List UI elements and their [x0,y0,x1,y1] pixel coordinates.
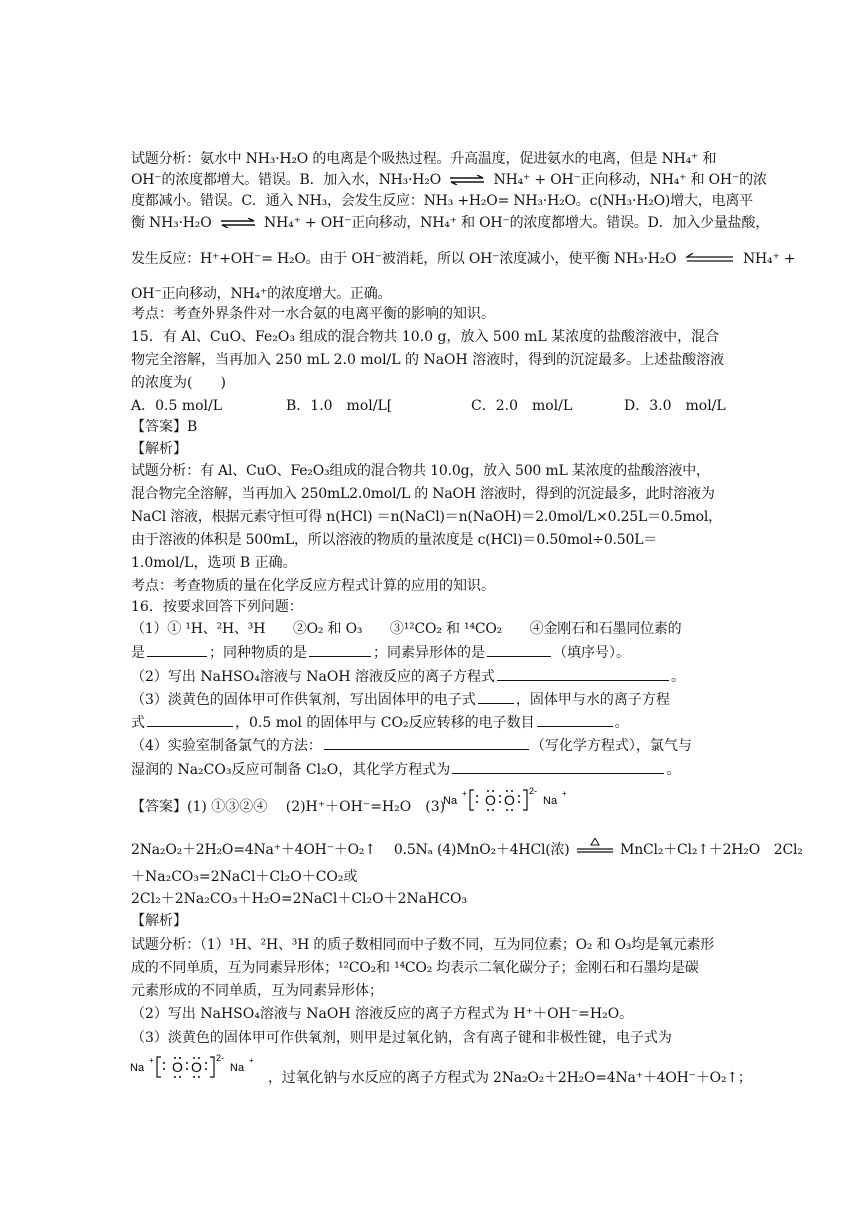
q16-part-3a-text: （3）淡黄色的固体甲可作供氧剂，写出固体甲的电子式 [131,692,476,708]
q16-part-3b [131,712,731,732]
q16-jiexi: 【解析】 [131,913,187,929]
q15-answer: 【答案】B [131,419,198,435]
q16-answer-text: MnCl₂＋Cl₂↑＋2H₂O 2Cl₂ [620,842,803,858]
q16-part-4a [131,735,731,755]
q15-jiexi: 【解析】 [131,441,187,457]
q16-part-4b-text: （写化学方程式），氯气与 [530,738,692,754]
q16-exp-4: （2）写出 NaHSO₄溶液与 NaOH 溶液反应的离子方程式为 H⁺＋OH⁻=H₂O。 [131,1006,634,1022]
equilibrium-arrow-icon [220,218,256,228]
q15-exp-5: 1.0mol/L，选项 B 正确。 [131,555,297,571]
blank-field[interactable] [478,689,514,704]
q14-line-6: OH⁻正向移动，NH₄⁺的浓度增大。正确。 [131,286,392,302]
q16-exp-6: ，过氧化钠与水反应的离子方程式为 2Na₂O₂＋2H₂O=4Na⁺＋4OH⁻＋O₂↑； [268,1070,752,1086]
q15-exp-2: 混合物完全溶解，当再加入 250mL2.0mol/L 的 NaOH 溶液时，得到的沉淀最多，此时溶液为 [131,486,715,502]
q16-part-2-end: 。 [671,669,686,685]
q16-answer-text: (1) ①③②④ (2)H⁺＋OH⁻=H₂O (3) [187,799,446,815]
q16-part-1b-text: ；同素异形体的是 [373,645,485,661]
q14-line-5-b: NH₄⁺ + [742,251,796,267]
q15-exp-6: 考点：考查物质的量在化学反应方程式计算的应用的知识。 [131,578,495,594]
q16-answer-line-1 [131,798,731,816]
electron-formula-na: Na [130,1062,145,1074]
blank-field[interactable] [324,735,529,750]
blank-field[interactable] [147,712,233,727]
q16-part-2-text: （2）写出 NaHSO₄溶液与 NaOH 溶液反应的离子方程式 [131,669,496,685]
electron-formula-o: O [172,1059,183,1075]
q14-line-7: 考点：考查外界条件对一水合氨的电离平衡的影响的知识。 [131,306,495,322]
q14-line-4 [131,214,770,232]
q14-line-4-b: NH₄⁺ + OH⁻正向移动，NH₄⁺ 和 OH⁻的浓度都增大。错误。D．加入少量盐酸， [264,215,770,231]
q16-exp-3: 元素形成的不同单质，互为同素异形体； [131,983,383,999]
q15-exp-4: 由于溶液的体积是 500mL，所以溶液的物质的量浓度是 c(HCl)＝0.50mol÷0.50L＝ [131,532,658,548]
electron-formula-plus: + [562,789,567,798]
q16-part-2 [131,666,731,686]
blank-field[interactable] [147,642,207,657]
q16-part-3b-text: ，固体甲与水的离子方程 [515,692,670,708]
q14-line-5-a: 发生反应：H⁺+OH⁻= H₂O。由于 OH⁻被消耗，所以 OH⁻浓度减小，使平衡 NH₃·H₂O [131,251,677,267]
q16-part-4d-text: 。 [666,762,681,778]
electron-formula-o: O [191,1059,202,1075]
q15-line-3: 的浓度为( ) [131,375,226,391]
electron-formula-plus: + [462,789,467,798]
q16-part-1a: （1）① ¹H、²H、³H ②O₂ 和 O₃ ③¹²CO₂ 和 ¹⁴CO₂ ④金刚石和石墨同位素的 [131,621,682,637]
q16-answer-text: 2Na₂O₂＋2H₂O=4Na⁺＋4OH⁻＋O₂↑ 0.5Nₐ (4)MnO₂＋4HCl(浓) [131,842,570,858]
electron-formula-charge: 2- [216,1053,225,1063]
electron-formula-plus: + [149,1056,154,1065]
q16-part-1b-text: ；同种物质的是 [209,645,307,661]
equilibrium-arrow-icon [449,175,485,185]
q16-exp-5: （3）淡黄色的固体甲可作供氧剂，则甲是过氧化钠，含有离子键和非极性键，电子式为 [131,1030,672,1046]
q14-line-3: 度都减小。错误。C．通入 NH₃，会发生反应：NH₃ +H₂O= NH₃·H₂O。c(NH₃·H₂O)增大，电离平 [131,193,753,209]
electron-formula-o: O [485,792,496,808]
q15-choice-b: B．1.0 mol/L[ [286,398,393,414]
q16-exp-1: 试题分析：（1）¹H、²H、³H 的质子数相同而中子数不同，互为同位素；O₂ 和 O₃均是氧元素形 [131,937,715,953]
q16-part-4a-text: （4）实验室制备氯气的方法： [131,738,322,754]
q15-choice-d: D．3.0 mol/L [624,398,726,414]
q14-line-2 [131,171,767,189]
q15-choice-c: C．2.0 mol/L [471,398,573,414]
q16-answer-label: 【答案】 [131,799,187,815]
blank-field[interactable] [452,759,664,774]
electron-formula-plus: + [249,1056,254,1065]
q14-line-2-a: OH⁻的浓度都增大。错误。B．加入水，NH₃·H₂O [131,172,441,188]
blank-field[interactable] [309,642,371,657]
q15-choice-a: A．0.5 mol/L [131,398,223,414]
q14-line-5 [131,250,796,268]
q16-part-4b [131,759,731,779]
electron-formula-na2o2 [443,784,573,816]
blank-field[interactable] [537,712,613,727]
q16-answer-line-3: ＋Na₂CO₃=2NaCl＋Cl₂O＋CO₂或 [131,869,358,885]
q15-exp-1: 试题分析：有 Al、CuO、Fe₂O₃组成的混合物共 10.0g，放入 500 mL 某浓度的盐酸溶液中， [131,463,710,479]
q16-part-1b-text: （填序号）。 [553,645,630,661]
electron-formula-na: Na [230,1062,245,1074]
electron-formula-na: Na [543,795,558,807]
q14-line-4-a: 衡 NH₃·H₂O [131,215,212,231]
electron-formula-na: Na [443,795,458,807]
blank-field[interactable] [487,642,551,657]
q14-line-2-b: NH₄⁺ + OH⁻正向移动，NH₄⁺ 和 OH⁻的浓 [493,172,767,188]
blank-field[interactable] [497,666,669,681]
q16-answer-line-2 [131,838,803,859]
q16-part-1b [131,642,731,662]
q15-line-1: 15．有 Al、CuO、Fe₂O₃ 组成的混合物共 10.0 g，放入 500 mL 某浓度的盐酸溶液中，混合 [131,329,720,345]
q16-answer-line-4: 2Cl₂＋2Na₂CO₃＋H₂O=2NaCl＋Cl₂O＋2NaHCO₃ [131,891,468,907]
heat-arrow-icon [575,838,615,856]
q15-line-2: 物完全溶解，当再加入 250 mL 2.0 mol/L 的 NaOH 溶液时，得到的沉淀最多。上述盐酸溶液 [131,352,725,368]
q16-part-4c-text: 湿润的 Na₂CO₃反应可制备 Cl₂O，其化学方程式为 [131,762,451,778]
q15-exp-3: NaCl 溶液，根据元素守恒可得 n(HCl) ＝n(NaCl)＝n(NaOH)＝2.0mol/L×0.25L＝0.5mol， [131,509,722,525]
electron-formula-na2o2 [130,1051,260,1083]
q16-part-3e-text: 。 [614,715,629,731]
q16-part-1b-text: 是 [131,645,145,661]
electron-formula-charge: 2- [529,786,538,796]
q16-part-3c-text: 式 [131,715,145,731]
q16-part-3d-text: ，0.5 mol 的固体甲与 CO₂反应转移的电子数目 [235,715,535,731]
electron-formula-o: O [504,792,515,808]
q16-exp-2: 成的不同单质，互为同素异形体；¹²CO₂和 ¹⁴CO₂ 均表示二氧化碳分子；金刚石和石墨均是碳 [131,960,699,976]
q16-part-3a [131,689,731,709]
equilibrium-arrow-icon [685,253,735,265]
q14-line-1: 试题分析：氨水中 NH₃·H₂O 的电离是个吸热过程。升高温度，促进氨水的电离，但是 NH₄⁺ 和 [131,151,717,167]
q16-title: 16．按要求回答下列问题： [131,599,303,615]
